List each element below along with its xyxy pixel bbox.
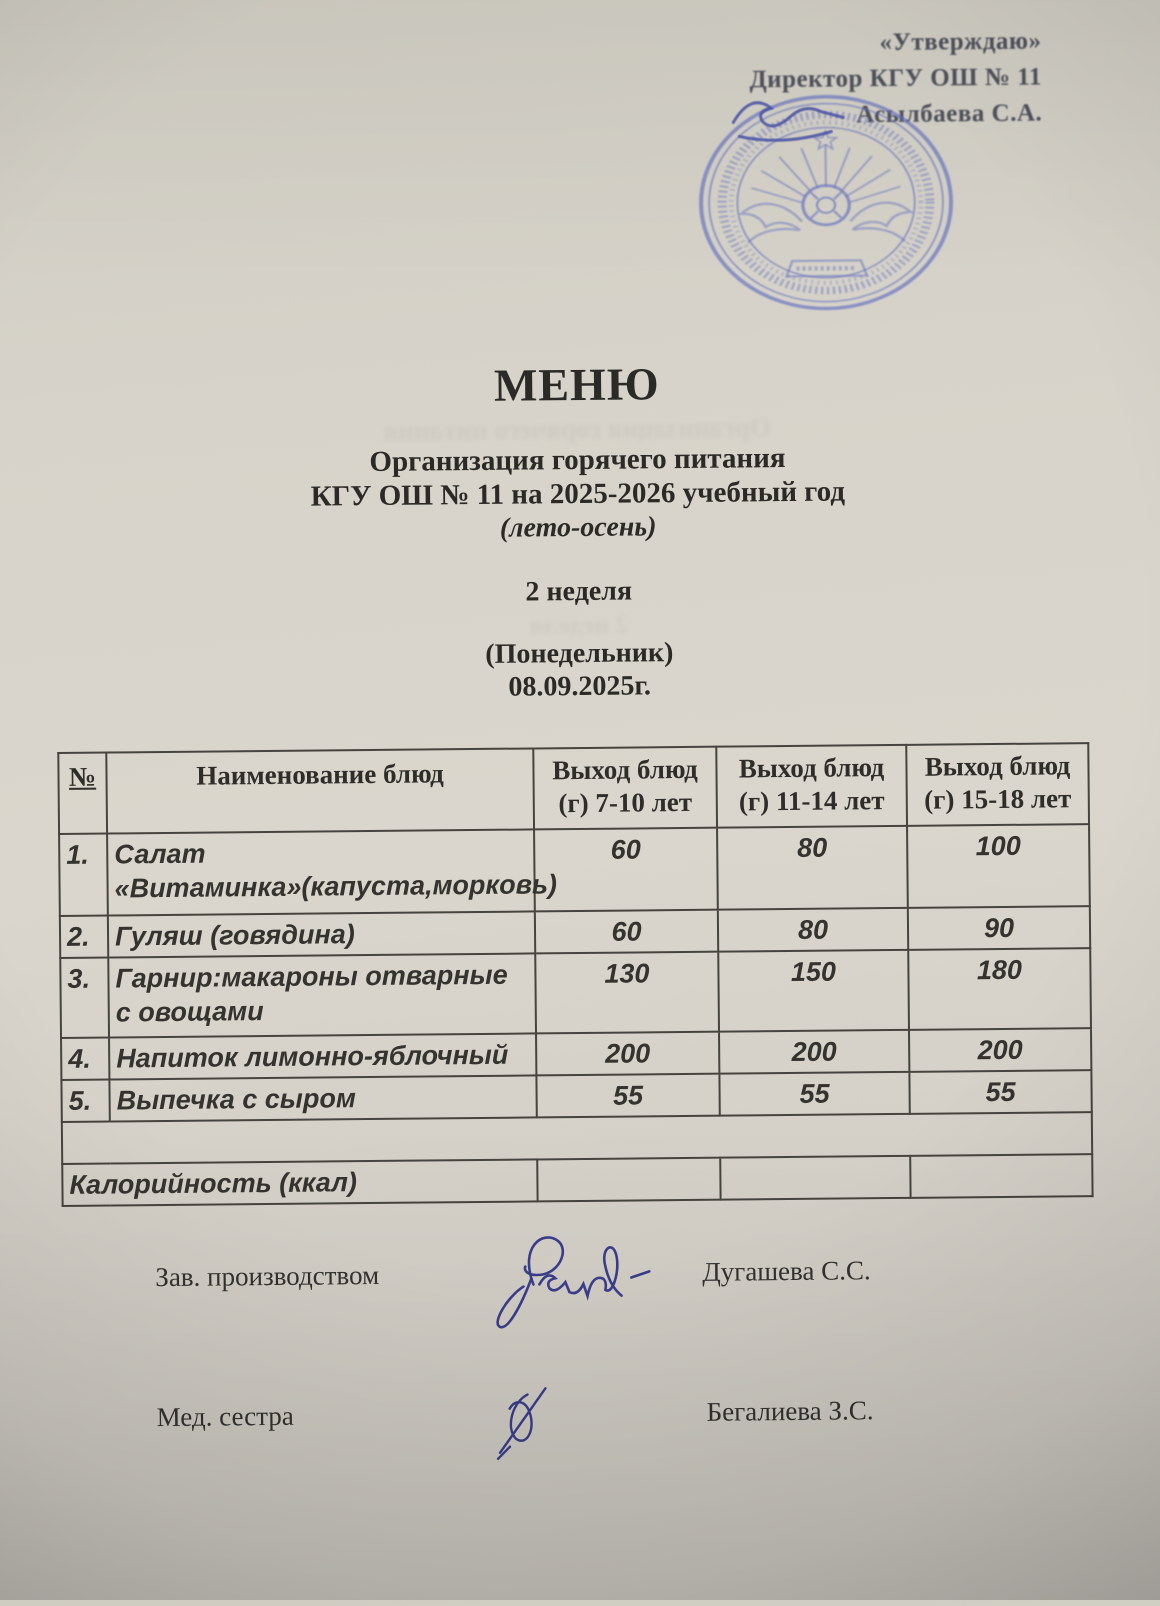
- dish-number: 2.: [60, 916, 108, 958]
- portion-7-10: 60: [534, 828, 718, 912]
- portion-7-10: 200: [536, 1032, 719, 1076]
- portion-7-10: 60: [535, 910, 718, 954]
- dish-number: 1.: [59, 834, 108, 916]
- signer-name: Дугашева С.С.: [702, 1255, 871, 1287]
- approval-director-name: Асылбаева С.А.: [856, 99, 1043, 129]
- dish-number: 3.: [60, 958, 109, 1038]
- portion-11-14: 55: [719, 1072, 909, 1116]
- portion-11-14: 80: [717, 826, 908, 910]
- signature-scribble-icon: [473, 1225, 659, 1349]
- role-label: Мед. сестра: [156, 1400, 294, 1433]
- table-header-row: [58, 743, 1089, 834]
- day-label: (Понедельник): [485, 637, 674, 670]
- show-through-ghost: Организация горячего питания: [383, 412, 772, 446]
- dish-number: 4.: [61, 1038, 109, 1080]
- signature-scribble-icon: [489, 1380, 560, 1468]
- calories-15-18: [910, 1154, 1092, 1198]
- portion-7-10: 130: [535, 952, 719, 1034]
- col-header-number: №: [58, 753, 107, 834]
- portion-15-18: 90: [908, 906, 1090, 950]
- dish-name: Салат «Витаминка»(капуста,морковь): [107, 829, 535, 915]
- calories-row: [62, 1154, 1092, 1206]
- signer-name: Бегалиева З.С.: [706, 1395, 874, 1427]
- calories-label: Калорийность (ккал): [62, 1159, 537, 1206]
- portion-7-10: 55: [536, 1074, 719, 1118]
- signature-row: [5, 1252, 1160, 1293]
- week-label: 2 неделя: [525, 575, 633, 608]
- menu-table: [57, 742, 1093, 1207]
- portion-11-14: 150: [718, 950, 909, 1032]
- dish-number: 5.: [61, 1080, 109, 1122]
- dish-name: Выпечка с сыром: [109, 1075, 536, 1121]
- director-signature-icon: [727, 81, 878, 146]
- date-label: 08.09.2025г.: [508, 670, 652, 703]
- signature-row: [7, 1392, 1160, 1433]
- calories-7-10: [537, 1158, 720, 1202]
- col-header-portion-11-14: Выход блюд (г) 11-14 лет: [716, 745, 907, 828]
- portion-15-18: 200: [909, 1028, 1091, 1072]
- role-label: Зав. производством: [155, 1259, 380, 1293]
- portion-15-18: 55: [909, 1070, 1091, 1114]
- subtitle-line-3: (лето-осень): [499, 511, 657, 544]
- portion-15-18: 180: [908, 948, 1091, 1030]
- col-header-portion-15-18: Выход блюд (г) 15-18 лет: [906, 743, 1089, 826]
- page-title: МЕНЮ: [493, 358, 660, 411]
- subtitle-line-2: КГУ ОШ № 11 на 2025-2026 учебный год: [310, 475, 846, 513]
- calories-11-14: [720, 1156, 910, 1200]
- table-row: [59, 824, 1090, 916]
- show-through-ghost: 2 неделя: [529, 609, 629, 640]
- table-row: [60, 948, 1091, 1038]
- approval-word: «Утверждаю»: [879, 27, 1042, 57]
- col-header-portion-7-10: Выход блюд (г) 7-10 лет: [533, 747, 717, 830]
- dish-name: Гуляш (говядина): [108, 911, 535, 957]
- col-header-dish-name: Наименование блюд: [106, 748, 534, 833]
- portion-11-14: 80: [718, 908, 908, 952]
- subtitle-line-1: Организация горячего питания: [369, 442, 786, 479]
- dish-name: Напиток лимонно-яблочный: [109, 1033, 536, 1079]
- portion-15-18: 100: [907, 824, 1090, 908]
- portion-11-14: 200: [719, 1030, 909, 1074]
- approval-director-line: Директор КГУ ОШ № 11: [749, 63, 1042, 94]
- dish-name: Гарнир:макароны отварные с овощами: [108, 953, 536, 1037]
